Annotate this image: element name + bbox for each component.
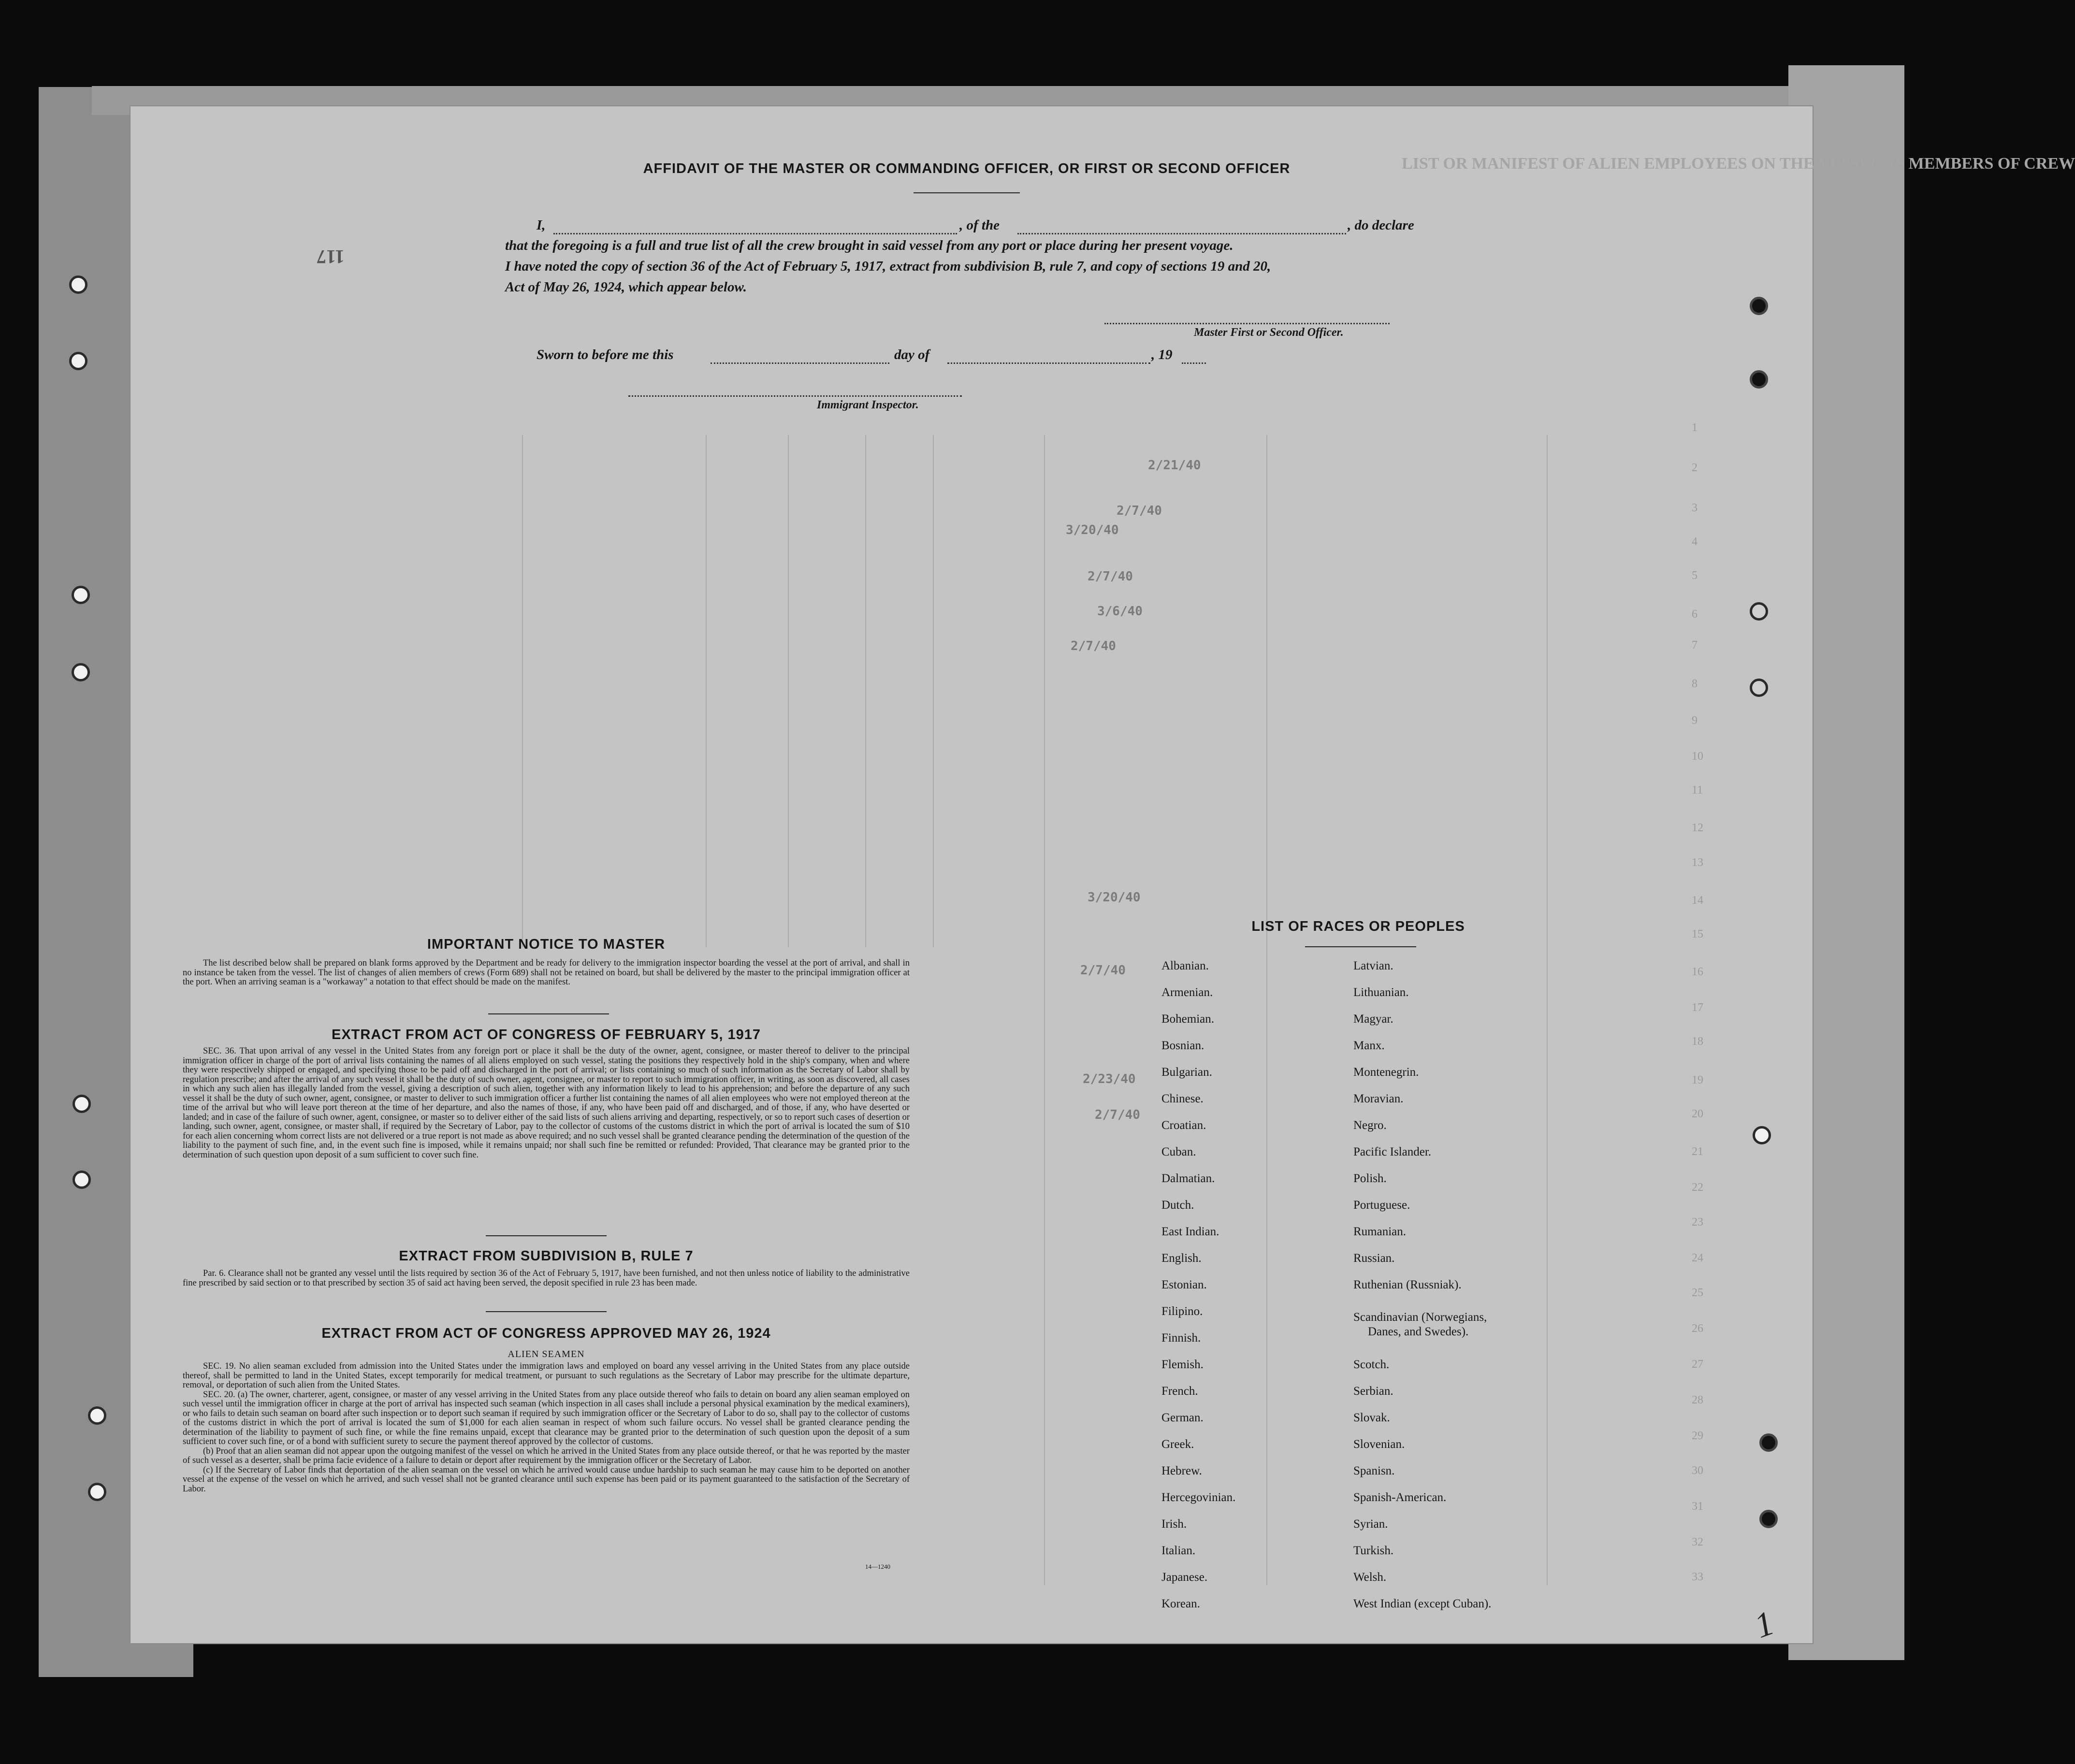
ghost-row-number: 23 — [1692, 1216, 1703, 1229]
affidavit-line-1 — [537, 217, 546, 233]
ghost-row-number: 25 — [1692, 1287, 1703, 1299]
binder-hole — [1750, 370, 1768, 389]
race-item: Spanish-American. — [1353, 1491, 1447, 1504]
race-item: Latvian. — [1353, 959, 1393, 972]
ghost-column-rule — [1547, 435, 1548, 1585]
binder-hole — [1750, 679, 1768, 697]
race-item: Montenegrin. — [1353, 1066, 1419, 1079]
race-item: Manx. — [1353, 1039, 1385, 1052]
sworn-day-field[interactable] — [711, 362, 889, 364]
ghost-row-number: 9 — [1692, 714, 1698, 727]
ghost-row-number: 11 — [1692, 784, 1703, 796]
section-rule — [486, 1311, 607, 1312]
notice-title: IMPORTANT NOTICE TO MASTER — [427, 937, 666, 952]
handwritten-date: 2/7/40 — [1117, 504, 1162, 518]
inspector-signature-caption: Immigrant Inspector. — [817, 399, 919, 411]
sec20b-paragraph: (b) Proof that an alien seaman did not appear upon the outgoing manifest of the vessel on which he arrived in the United States from any place outside thereof, or that he was reported by the master of such vessel as a deserter, shall be prima facie evidence of a failure to detain or deport after requirement by the immigration officer or the Secretary of Labor. — [183, 1446, 910, 1465]
race-item: Japanese. — [1161, 1571, 1208, 1584]
master-name-field[interactable] — [553, 233, 957, 234]
sworn-day-of-label: day of — [894, 347, 930, 362]
race-item: East Indian. — [1161, 1225, 1219, 1238]
sworn-year-label: , 19 — [1151, 347, 1173, 362]
ghost-row-number: 26 — [1692, 1322, 1703, 1335]
race-item: Danes, and Swedes). — [1368, 1325, 1469, 1338]
ghost-column-rule — [522, 435, 523, 947]
binder-hole — [88, 1406, 106, 1425]
ghost-row-number: 12 — [1692, 822, 1703, 834]
race-item: English. — [1161, 1252, 1202, 1265]
ghost-row-number: 14 — [1692, 894, 1703, 907]
race-item: Bulgarian. — [1161, 1066, 1212, 1079]
race-item: Hebrew. — [1161, 1464, 1202, 1477]
binder-hole — [73, 1095, 91, 1113]
handwritten-date: 3/6/40 — [1097, 604, 1143, 619]
ghost-row-number: 33 — [1692, 1571, 1703, 1583]
race-item: Polish. — [1353, 1172, 1387, 1185]
vessel-name-field[interactable] — [1017, 233, 1346, 234]
affidavit-title-rule — [914, 192, 1020, 193]
affidavit-line-3: I have noted the copy of section 36 of the Act of February 5, 1917, extract from subdivision B, rule 7, and copy of sections 19 and 20, — [505, 259, 1271, 274]
sec20a-paragraph: SEC. 20. (a) The owner, charterer, agent, consignee, or master of any vessel arriving in the United States from any place outside thereof who fails to detain on board any alien seaman employed on such vessel until the immigration officer in charge at the port of arrival has inspected such seaman (which inspection in all cases shall include a personal physical examination by the medical examiners), or who fails to detain such seaman on board after such inspection or to deport such seaman if required by such immigration officer or the Secretary of Labor to do so, shall pay to the collector of customs of the customs district in which the port of arrival is located the sum of $1,000 for each alien seaman in respect of whom such failure occurs. No vessel shall be granted clearance pending the determination of the liability to payment of such fine, or while the fine remains unpaid, except that clearance may be granted prior to the determination of such question upon the deposit of a sum sufficient to cover such fine, or of a bond with sufficient surety to secure the payment thereof approved by the collector of customs. — [183, 1389, 910, 1446]
ghost-row-number: 1 — [1692, 421, 1698, 434]
affidavit-of-the-label: , of the — [959, 217, 1000, 233]
race-item: Scandinavian (Norwegians, — [1353, 1311, 1487, 1324]
master-signature-caption: Master First or Second Officer. — [1194, 326, 1344, 339]
ghost-row-number: 19 — [1692, 1074, 1703, 1086]
race-item: Lithuanian. — [1353, 986, 1409, 999]
extract-subdivision-text — [183, 1269, 910, 1288]
section-rule — [486, 1235, 607, 1236]
binder-hole — [1750, 602, 1768, 621]
handwritten-date: 2/7/40 — [1080, 963, 1126, 978]
race-item: Slovak. — [1353, 1411, 1390, 1424]
ghost-row-number: 10 — [1692, 750, 1703, 763]
race-item: Flemish. — [1161, 1358, 1204, 1371]
binder-hole — [69, 352, 87, 370]
binder-hole — [72, 663, 90, 681]
ghost-row-number: 28 — [1692, 1394, 1703, 1406]
bleed-through-header: LIST OR MANIFEST OF ALIEN EMPLOYEES ON THE VESSEL AS MEMBERS OF CREW — [1402, 155, 2075, 173]
ghost-row-number: 32 — [1692, 1536, 1703, 1548]
race-item: Welsh. — [1353, 1571, 1387, 1584]
binder-hole — [88, 1483, 106, 1501]
ghost-row-number: 20 — [1692, 1108, 1703, 1120]
race-item: Estonian. — [1161, 1278, 1207, 1291]
race-item: Pacific Islander. — [1353, 1145, 1432, 1158]
extract-1924-title: EXTRACT FROM ACT OF CONGRESS APPROVED MAY 26, 1924 — [321, 1326, 771, 1341]
ghost-row-number: 27 — [1692, 1358, 1703, 1371]
affidavit-i-label: I, — [537, 217, 546, 233]
sec20c-paragraph: (c) If the Secretary of Labor finds that deportation of the alien seaman on the vessel on which he arrived would cause undue hardship to such seaman he may cause him to be deported on another vessel at the expense of the vessel on which he arrived, and such vessel shall not be granted clearance until such expense has been paid or its payment guaranteed to the satisfaction of the Secretary of Labor. — [183, 1465, 910, 1494]
binder-hole — [1759, 1510, 1778, 1528]
binder-hole — [72, 586, 90, 604]
race-item: Bosnian. — [1161, 1039, 1204, 1052]
ghost-row-number: 30 — [1692, 1464, 1703, 1477]
binder-hole — [1750, 297, 1768, 315]
ghost-row-number: 13 — [1692, 856, 1703, 869]
ghost-row-number: 24 — [1692, 1252, 1703, 1264]
handwritten-date: 3/20/40 — [1088, 890, 1141, 905]
affidavit-title: AFFIDAVIT OF THE MASTER OR COMMANDING OFFICER, OR FIRST OR SECOND OFFICER — [643, 161, 1291, 176]
notice-text — [183, 959, 910, 987]
ghost-row-number: 8 — [1692, 678, 1698, 690]
ghost-row-number: 21 — [1692, 1145, 1703, 1158]
handwritten-date: 3/20/40 — [1066, 523, 1119, 537]
ghost-row-number: 3 — [1692, 502, 1698, 514]
extract-subdivision-title: EXTRACT FROM SUBDIVISION B, RULE 7 — [399, 1248, 694, 1264]
ghost-column-rule — [865, 435, 866, 947]
ghost-row-number: 29 — [1692, 1430, 1703, 1442]
ghost-row-number: 22 — [1692, 1181, 1703, 1194]
race-item: Croatian. — [1161, 1119, 1206, 1132]
sec36-paragraph: SEC. 36. That upon arrival of any vessel in the United States from any foreign port or place it shall be the duty of the owner, agent, consignee, or master thereof to deliver to the principal immigration officer in charge of the port of arrival lists containing the names of all aliens employed on such vessel, stating the positions they respectively hold in the ship's company, when and where they were respectively shipped or engaged, and specifying those to be paid off and discharged in the port of arrival; or lists containing so much of such information as the Secretary of Labor shall by regulation prescribe; and after the arrival of any such vessel it shall be the duty of such owner, agent, consignee, or master to report to such immigration officer, in writing, as soon as discovered, all cases in which any such alien has illegally landed from the vessel, giving a description of such alien, together with any information likely to lead to his apprehension; and before the departure of any such vessel it shall be the duty of such owner, agent, consignee, or master to deliver to such immigration officer a further list containing the names of all alien employees who were not employed thereon at the time of the arrival but who will leave port thereon at the time of her departure, and also the names of those, if any, who have been paid off and discharged, and of those, if any, who have deserted or landed; and in case of the failure of such owner, agent, consignee, or master so to deliver either of the said lists of such aliens arriving and departing, respectively, or so to report such cases of desertion or landing, such owner, agent, consignee, or master shall, if required by the Secretary of Labor, pay to the collector of customs of the customs district in which the port of arrival is located the sum of $10 for each alien concerning whom correct lists are not delivered or a true report is not made as above required; and no such vessel shall be granted clearance pending the determination of the question of the liability to the payment of such fine, and, in the event such fine is imposed, while it remains unpaid; nor shall such fine be remitted or refunded: Provided, That clearance may be granted prior to the determination of such question upon deposit of a sum sufficient to cover such fine. — [183, 1046, 910, 1160]
race-item: Italian. — [1161, 1544, 1196, 1557]
affidavit-line-4: Act of May 26, 1924, which appear below. — [505, 279, 747, 295]
alien-seamen-subtitle: ALIEN SEAMEN — [508, 1349, 585, 1359]
race-item: Albanian. — [1161, 959, 1209, 972]
race-item: Dutch. — [1161, 1199, 1194, 1212]
race-item: Spanisn. — [1353, 1464, 1395, 1477]
race-item: Hercegovinian. — [1161, 1491, 1236, 1504]
ghost-row-number: 6 — [1692, 608, 1698, 621]
races-title: LIST OF RACES OR PEOPLES — [1251, 919, 1465, 934]
race-item: Ruthenian (Russniak). — [1353, 1278, 1462, 1291]
race-item: French. — [1161, 1385, 1198, 1398]
race-item: Dalmatian. — [1161, 1172, 1215, 1185]
ghost-column-rule — [933, 435, 934, 947]
race-item: Cuban. — [1161, 1145, 1196, 1158]
page-number-stamp: 117 — [317, 246, 345, 268]
race-item: Moravian. — [1353, 1092, 1404, 1105]
ghost-column-rule — [1266, 435, 1267, 1585]
race-item: Filipino. — [1161, 1305, 1203, 1318]
race-item: West Indian (except Cuban). — [1353, 1597, 1492, 1610]
extract-1924-text — [183, 1362, 910, 1494]
race-item: Korean. — [1161, 1597, 1200, 1610]
race-item: Armenian. — [1161, 986, 1213, 999]
affidavit-line-2: that the foregoing is a full and true list of all the crew brought in said vessel from any port or place during her present voyage. — [505, 238, 1233, 253]
ghost-row-number: 4 — [1692, 535, 1698, 548]
corner-mark: 1 — [1749, 1603, 1779, 1646]
handwritten-date: 2/7/40 — [1071, 639, 1116, 653]
race-item: Turkish. — [1353, 1544, 1394, 1557]
race-item: Irish. — [1161, 1518, 1187, 1531]
binder-hole — [69, 275, 87, 294]
ghost-row-number: 16 — [1692, 966, 1703, 978]
handwritten-date: 2/23/40 — [1083, 1072, 1136, 1086]
handwritten-date: 2/7/40 — [1095, 1108, 1140, 1122]
race-item: Serbian. — [1353, 1385, 1393, 1398]
race-item: Rumanian. — [1353, 1225, 1407, 1238]
race-item: Finnish. — [1161, 1331, 1201, 1345]
ghost-row-number: 31 — [1692, 1500, 1703, 1513]
handwritten-date: 2/21/40 — [1148, 458, 1201, 473]
section-rule — [488, 1013, 609, 1014]
extract-1917-text — [183, 1047, 910, 1160]
binder-hole — [1753, 1126, 1771, 1144]
ghost-column-rule — [706, 435, 707, 947]
handwritten-date: 2/7/40 — [1088, 569, 1133, 584]
ghost-row-number: 5 — [1692, 569, 1698, 582]
form-number: 14—1240 — [865, 1563, 890, 1570]
sec19-paragraph: SEC. 19. No alien seaman excluded from admission into the United States under the immigration laws and employed on board any vessel arriving in the United States from any place outside thereof, shall be permitted to land in the United States, except temporarily for medical treatment, or pursuant to such regulations as the Secretary of Labor may prescribe for the ultimate departure, removal, or deportation of such alien from the United States. — [183, 1361, 910, 1390]
race-item: Russian. — [1353, 1252, 1395, 1265]
binder-hole — [73, 1171, 91, 1189]
race-item: Slovenian. — [1353, 1438, 1405, 1451]
ghost-column-rule — [788, 435, 789, 947]
ghost-row-number: 7 — [1692, 639, 1698, 651]
race-item: Portuguese. — [1353, 1199, 1410, 1212]
sworn-prefix: Sworn to before me this — [537, 347, 674, 362]
race-item: Chinese. — [1161, 1092, 1204, 1105]
race-item: German. — [1161, 1411, 1204, 1424]
sworn-month-field[interactable] — [947, 362, 1150, 364]
inspector-signature-field[interactable] — [628, 395, 962, 397]
master-signature-field[interactable] — [1104, 323, 1390, 324]
extract-1917-title: EXTRACT FROM ACT OF CONGRESS OF FEBRUARY 5, 1917 — [331, 1027, 761, 1042]
ghost-row-number: 15 — [1692, 928, 1703, 940]
ghost-row-number: 17 — [1692, 1001, 1703, 1014]
notice-paragraph: The list described below shall be prepared on blank forms approved by the Department and be ready for delivery to the immigration inspector boarding the vessel at the port of arrival, and shall in no instance be taken from the vessel. The list of changes of alien members of crews (Form 689) shall not be retained on board, but shall be delivered by the master to the principal immigration officer at the port. When an arriving seaman is a "workaway" a notation to that effect should be made on the manifest. — [183, 958, 910, 987]
race-item: Bohemian. — [1161, 1012, 1215, 1026]
race-item: Greek. — [1161, 1438, 1194, 1451]
races-title-rule — [1305, 946, 1416, 947]
ghost-row-number: 18 — [1692, 1035, 1703, 1048]
sworn-year-field[interactable] — [1182, 362, 1206, 364]
race-item: Magyar. — [1353, 1012, 1393, 1026]
race-item: Negro. — [1353, 1119, 1387, 1132]
par6-paragraph: Par. 6. Clearance shall not be granted any vessel until the lists required by section 36 of the Act of February 5, 1917, have been furnished, and not then unless notice of liability to the administrative fine prescribed by said section or to that prescribed by section 35 of said act having been served, the deposit specified in rule 23 has been made. — [183, 1269, 910, 1288]
binder-hole — [1759, 1433, 1778, 1452]
ghost-column-rule — [1044, 435, 1045, 1585]
race-item: Syrian. — [1353, 1518, 1388, 1531]
affidavit-declare-label: , do declare — [1348, 217, 1414, 233]
race-item: Scotch. — [1353, 1358, 1390, 1371]
ghost-row-number: 2 — [1692, 462, 1698, 474]
